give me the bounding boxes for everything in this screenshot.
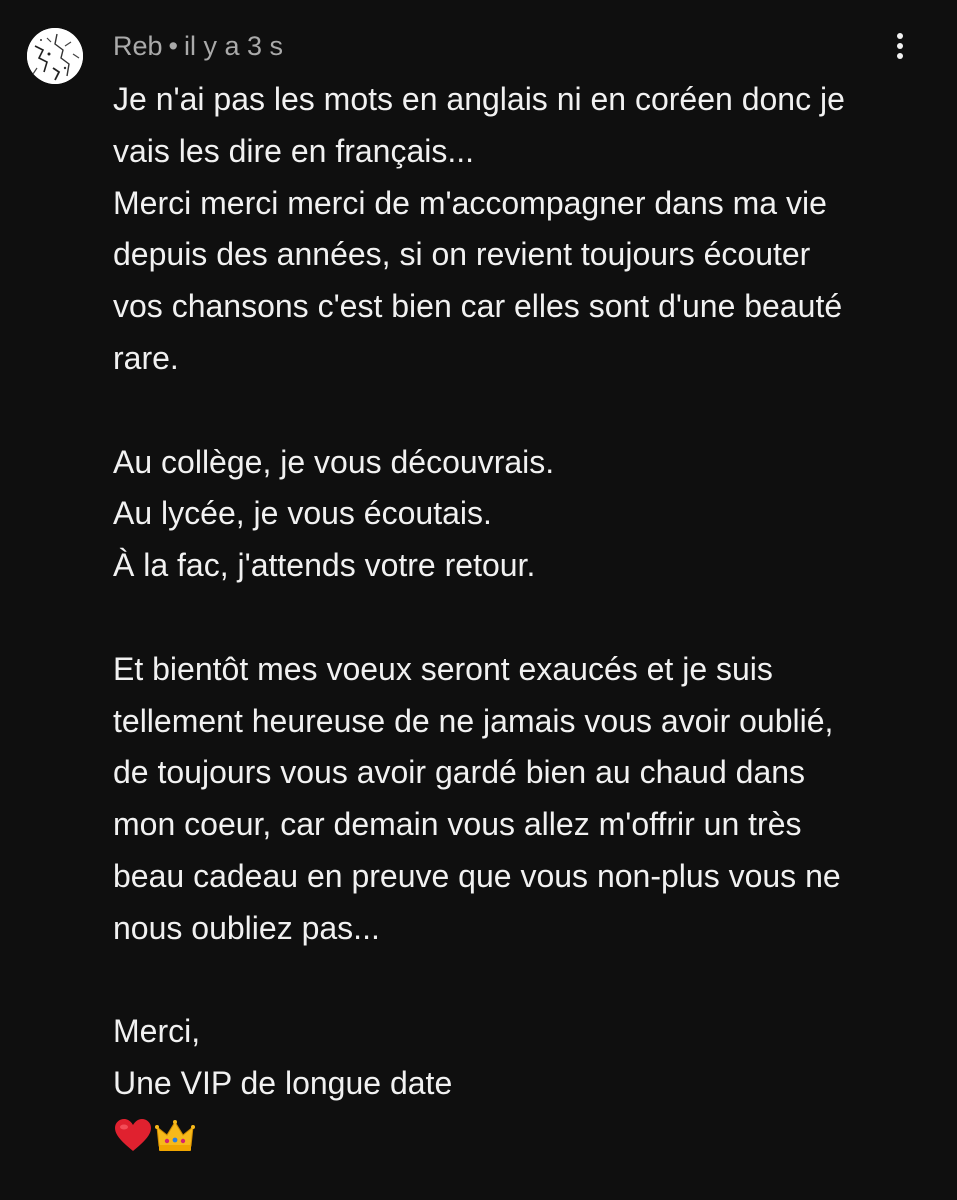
comment-line: Merci merci merci de m'accompagner dans ma vie	[113, 184, 827, 221]
blank-line	[113, 385, 928, 437]
comment-line: Au lycée, je vous écoutais.	[113, 495, 492, 532]
comment-line: Je n'ai pas les mots en anglais ni en coréen donc je	[113, 81, 845, 117]
avatar-image	[27, 28, 83, 84]
comment-line: beau cadeau en preuve que vous non-plus vous ne	[113, 857, 841, 894]
comment-line: À la fac, j'attends votre retour.	[113, 547, 536, 584]
comment-line: vais les dire en français...	[113, 132, 475, 169]
heart-emoji-icon	[113, 1118, 153, 1154]
comment-line: depuis des années, si on revient toujours écouter	[113, 236, 811, 273]
comment-meta	[113, 28, 283, 64]
comment-line: tellement heureuse de ne jamais vous avoir oublié,	[113, 702, 834, 739]
comment-line: Au collège, je vous découvrais.	[113, 443, 555, 480]
author-name[interactable]: Reb	[113, 31, 163, 61]
comment-line: nous oubliez pas...	[113, 909, 380, 946]
comment-line: vos chansons c'est bien car elles sont d'une beauté	[113, 288, 843, 325]
blank-line	[113, 592, 928, 644]
emoji-row	[113, 1110, 928, 1162]
comment-line: rare.	[113, 339, 179, 376]
comment-timestamp[interactable]: il y a 3 s	[183, 31, 284, 61]
comment-body	[113, 74, 928, 1162]
blank-line	[113, 955, 928, 1007]
comment-line: de toujours vous avoir gardé bien au chaud dans	[113, 754, 806, 791]
comment-line: Merci,	[113, 1013, 201, 1050]
comment-line: Et bientôt mes voeux seront exaucés et je suis	[113, 650, 773, 687]
comment-line: mon coeur, car demain vous allez m'offrir un très	[113, 806, 802, 843]
comment-menu-button[interactable]	[880, 26, 920, 66]
meta-separator: •	[168, 31, 178, 61]
avatar[interactable]	[27, 28, 83, 84]
comment-line: Une VIP de longue date	[113, 1065, 453, 1102]
more-vertical-icon	[880, 26, 920, 66]
crown-emoji-icon	[155, 1118, 195, 1154]
